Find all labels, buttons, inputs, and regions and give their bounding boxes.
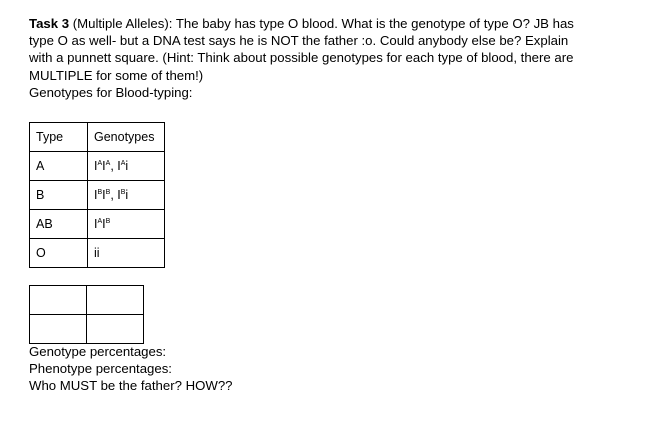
punnett-row bbox=[30, 315, 144, 344]
genotype-cell: $I^BI^B$, $I^Bi$ bbox=[88, 181, 165, 210]
task-text-line-1: (Multiple Alleles): The baby has type O blood. What is the genotype of type O? JB has bbox=[69, 16, 574, 31]
task-text-line-4: MULTIPLE for some of them!) bbox=[29, 67, 204, 83]
punnett-cell[interactable] bbox=[30, 315, 87, 344]
type-cell: B bbox=[30, 181, 88, 210]
task-instructions bbox=[29, 15, 619, 84]
punnett-row bbox=[30, 286, 144, 315]
answer-prompts bbox=[29, 343, 233, 395]
genotype-percentages-label: Genotype percentages: bbox=[29, 344, 167, 359]
header-genotypes: Genotypes bbox=[88, 123, 165, 152]
punnett-cell[interactable] bbox=[87, 286, 144, 315]
genotype-cell: ii bbox=[88, 239, 165, 268]
genotype-cell: $I^AI^A$, $I^Ai$ bbox=[88, 152, 165, 181]
phenotype-percentages-label: Phenotype percentages: bbox=[29, 361, 172, 377]
task-text-line-2: type O as well- but a DNA test says he is NOT the father :o. Could anybody else be? Explain bbox=[29, 33, 569, 49]
table-header-row bbox=[30, 123, 165, 152]
task-label: Task 3 bbox=[29, 16, 70, 31]
table-row bbox=[30, 181, 165, 210]
punnett-cell[interactable] bbox=[87, 315, 144, 344]
table-row bbox=[30, 152, 165, 181]
genotype-cell: $I^AI^B$ bbox=[88, 210, 165, 239]
table-row bbox=[30, 239, 165, 268]
father-question: Who MUST be the father? HOW?? bbox=[29, 378, 233, 394]
punnett-square bbox=[29, 285, 144, 344]
type-cell: AB bbox=[30, 210, 88, 239]
blood-type-table bbox=[29, 122, 165, 268]
header-type: Type bbox=[30, 123, 88, 152]
task-text-line-3: with a punnett square. (Hint: Think about possible genotypes for each type of blood, there are bbox=[29, 50, 574, 66]
task-block bbox=[29, 15, 619, 101]
genotypes-heading: Genotypes for Blood-typing: bbox=[29, 84, 193, 100]
type-cell: A bbox=[30, 152, 88, 181]
table-row bbox=[30, 210, 165, 239]
type-cell: O bbox=[30, 239, 88, 268]
punnett-cell[interactable] bbox=[30, 286, 87, 315]
